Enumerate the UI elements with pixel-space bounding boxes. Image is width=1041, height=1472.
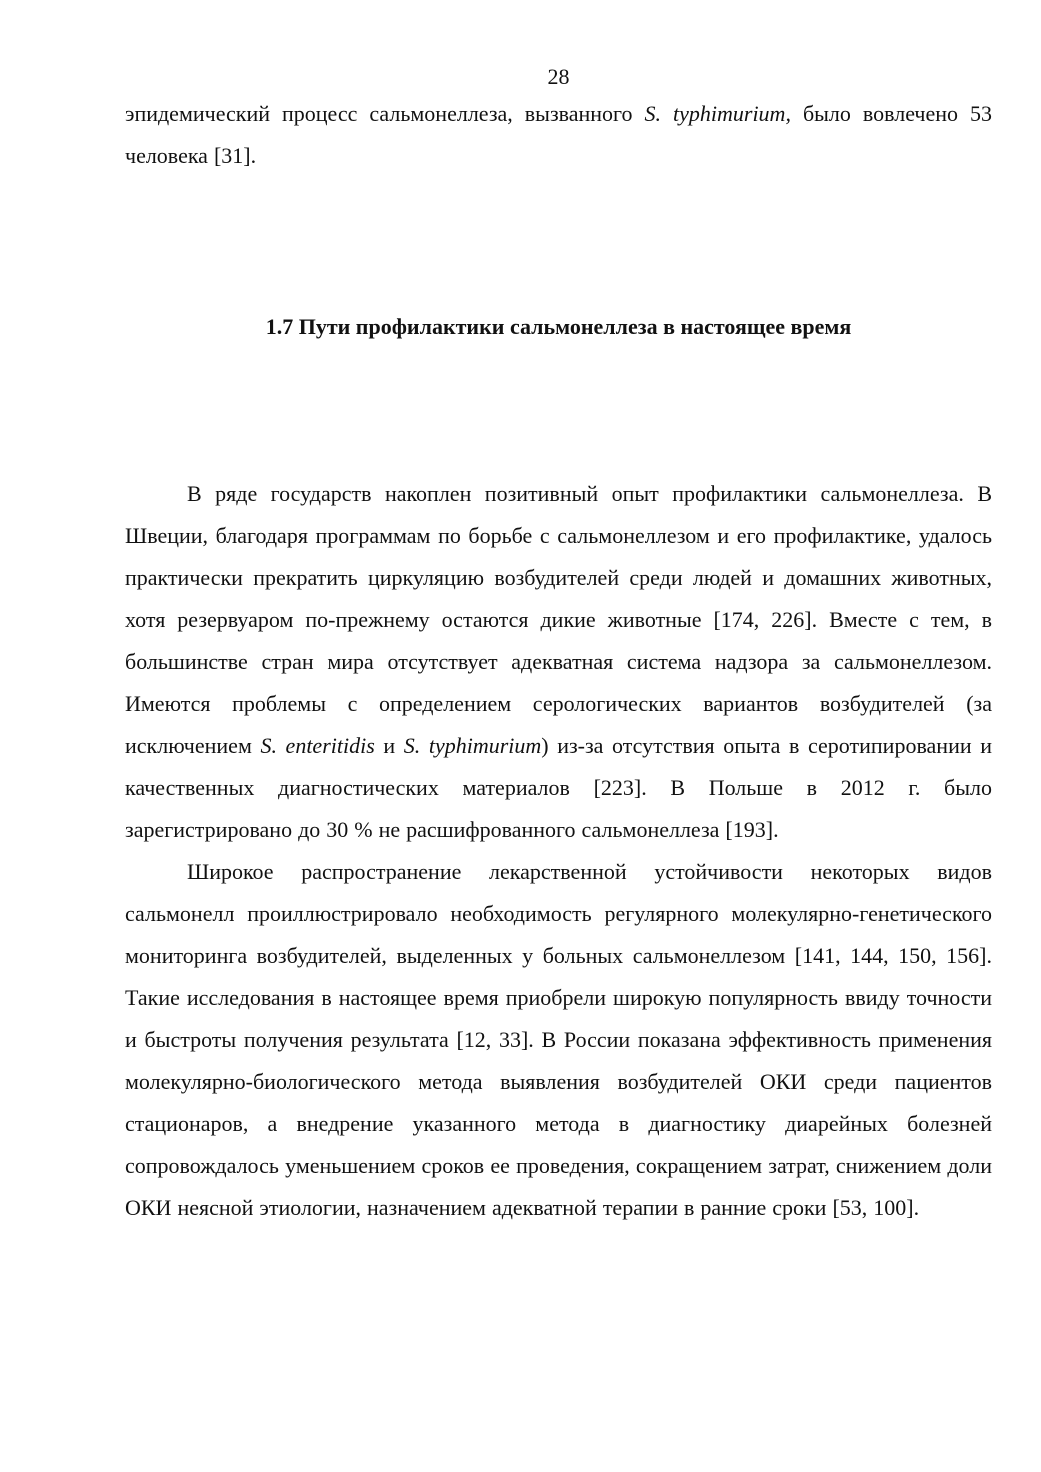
section-heading: 1.7 Пути профилактики сальмонеллеза в настоящее время	[265, 314, 852, 339]
intro-text	[125, 93, 992, 177]
paragraph-1-part-1: В ряде государств накоплен позитивный опыт профилактики сальмонеллеза. В Швеции, благодаря программам по борьбе с сальмонеллезом и его профилактике, удалось практически прекратить циркуляцию возбудителей среди людей и домашних животных, хотя резервуаром по-прежнему остаются дикие животные [174, 226]. Вместе с тем, в большинстве стран мира отсутствует адекватная система надзора за сальмонеллезом. Имеются проблемы с определением серологических вариантов возбудителей (за исключением	[125, 481, 992, 758]
page-number: 28	[547, 64, 570, 89]
intro-paragraph	[125, 93, 992, 177]
paragraph-1-part-3: ) из-за отсутствия опыта в серотипировании и качественных диагностических материалов [223]. В Польше в 2012 г. было зарегистрировано до 30 % не расшифрованного сальмонеллеза [193].	[125, 733, 992, 842]
paragraph-1	[125, 473, 992, 851]
paragraph-1-part-2: и	[374, 733, 404, 758]
intro-text-part-1: эпидемический процесс сальмонеллеза, вызванного	[125, 101, 645, 126]
main-text	[125, 473, 992, 1229]
intro-text-part-2: было вовлечено 53 человека [31].	[125, 101, 992, 168]
species-enteritidis: S. enteritidis	[260, 733, 375, 758]
paragraph-2: Широкое распространение лекарственной устойчивости некоторых видов сальмонелл проиллюстрировало необходимость регулярного молекулярно-генетического мониторинга возбудителей, выделенных у больных сальмонеллезом [141, 144, 150, 156]. Такие исследования в настоящее время приобрели широкую популярность ввиду точности и быстроты получения результата [12, 33]. В России показана эффективность применения молекулярно-биологического метода выявления возбудителей ОКИ среди пациентов стационаров, а внедрение указанного метода в диагностику диарейных болезней сопровождалось уменьшением сроков ее проведения, сокращением затрат, снижением доли ОКИ неясной этиологии, назначением адекватной терапии в ранние сроки [53, 100].	[125, 859, 992, 1220]
species-typhimurium: S. typhimurium	[403, 733, 542, 758]
intro-species-name: S. typhimurium,	[644, 101, 791, 126]
